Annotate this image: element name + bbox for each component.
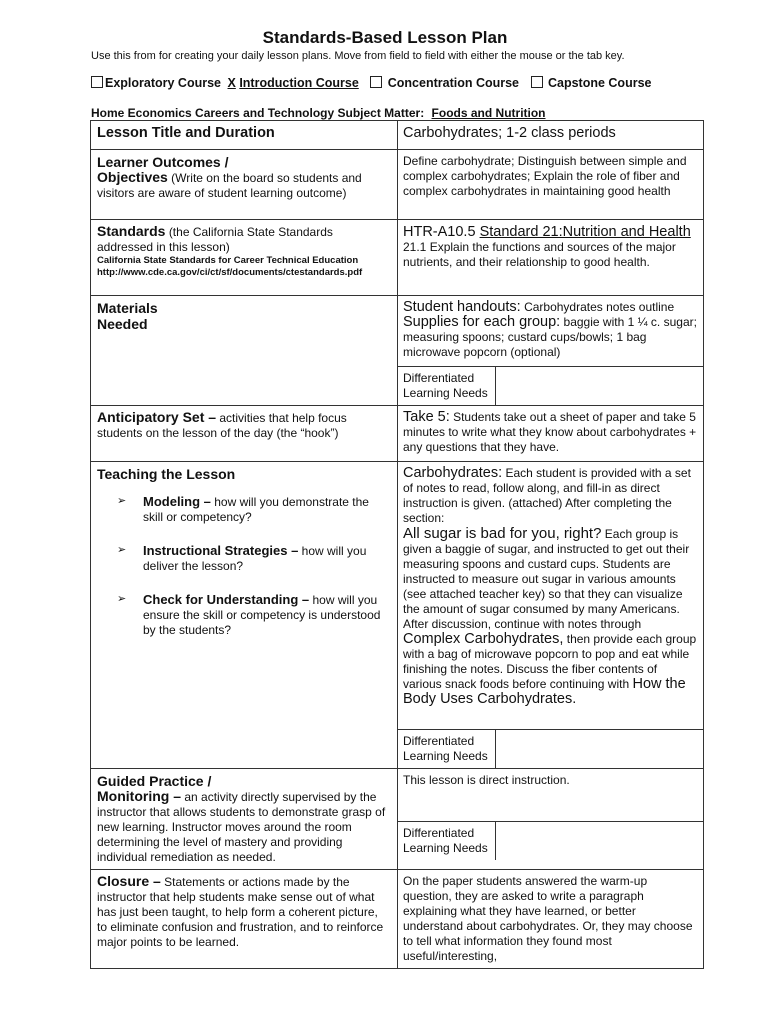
teaching-text-3: then provide each group with a bag of microwave popcorn to pop and eat while finishing the notes. Discuss the fiber contents of various snack foods before continuing with — [403, 632, 697, 691]
sugar-heading: All sugar is bad for you, right? — [403, 525, 602, 542]
check-understanding-label: Check for Understanding – — [143, 592, 310, 607]
course-label: Exploratory Course — [105, 76, 222, 90]
teaching-label: Teaching the Lesson — [97, 466, 236, 482]
body-uses-heading: How the Body Uses Carbohydrates. — [403, 676, 686, 707]
strategies-note: how will you deliver the lesson? — [143, 544, 367, 573]
page-title: Standards-Based Lesson Plan — [262, 28, 508, 47]
check-understanding-note: how will you ensure the skill or competency is understood by the students? — [143, 593, 381, 637]
diff-field[interactable] — [496, 730, 704, 769]
course-mark: X — [227, 76, 236, 90]
closure-value: On the paper students answered the warm-up question, they are asked to write a paragraph explaining what they have learned, or better understand about carbohydrates. Or, they may choose to tell what information they found most useful/interesting, — [403, 874, 693, 963]
supplies-value: baggie with 1 ¼ c. sugar; measuring spoons; custard cups/bowls; 1 bag microwave popcorn (optional) — [403, 315, 697, 359]
checkbox-icon[interactable] — [531, 76, 543, 88]
course-label: Concentration Course — [387, 76, 520, 90]
diff-label: Differentiated Learning Needs — [398, 822, 496, 861]
label-cell — [91, 150, 398, 220]
course-label: Capstone Course — [547, 76, 652, 90]
diff-label: Differentiated Learning Needs — [398, 367, 496, 406]
row-guided-practice — [91, 769, 704, 870]
standards-url[interactable]: http://www.cde.ca.gov/ci/ct/sf/documents/ctestandards.pdf — [97, 267, 363, 278]
subject-value[interactable]: Foods and Nutrition — [431, 106, 546, 120]
materials-label-2: Needed — [97, 316, 148, 332]
closure-label: Closure – — [97, 873, 161, 889]
course-type-options — [91, 76, 651, 90]
modeling-label: Modeling – — [143, 494, 211, 509]
materials-field[interactable] — [398, 296, 704, 406]
course-option-capstone[interactable] — [531, 76, 652, 90]
arrow-bullet-icon: ➢ — [117, 544, 127, 556]
guided-value: This lesson is direct instruction. — [403, 773, 570, 787]
guided-field[interactable] — [398, 769, 704, 870]
course-option-exploratory[interactable] — [91, 76, 221, 90]
row-standards — [91, 220, 704, 296]
lesson-plan-table — [90, 120, 704, 969]
row-learner-outcomes — [91, 150, 704, 220]
subject-matter-line — [91, 106, 546, 120]
materials-label: Materials — [97, 300, 158, 316]
course-label: Introduction Course — [239, 76, 359, 90]
teaching-field[interactable] — [398, 462, 704, 769]
list-item — [117, 592, 391, 638]
label-cell — [91, 462, 398, 769]
checkbox-icon[interactable] — [370, 76, 382, 88]
label-cell — [91, 220, 398, 296]
guided-label: Guided Practice / — [97, 773, 212, 789]
anticipatory-field[interactable] — [398, 406, 704, 462]
handouts-label: Student handouts: — [403, 299, 521, 315]
standards-source: California State Standards for Career Technical Education — [97, 255, 359, 266]
modeling-note: how will you demonstrate the skill or competency? — [143, 495, 369, 524]
outcomes-field[interactable] — [398, 150, 704, 220]
form-instructions: Use this from for creating your daily lesson plans. Move from field to field with either the mouse or the tab key. — [91, 50, 625, 62]
diff-label: Differentiated Learning Needs — [398, 730, 496, 769]
label-cell — [91, 406, 398, 462]
course-option-introduction[interactable] — [228, 76, 359, 90]
closure-note: Statements or actions made by the instructor that help students make sense out of what has just been taught, to help form a coherent picture, to eliminate confusion and frustration, and to reinforce major points to be learned. — [97, 875, 384, 949]
take5-label: Take 5: — [403, 409, 450, 425]
label-cell — [91, 870, 398, 969]
teaching-components — [97, 494, 391, 638]
objectives-label: Objectives — [97, 169, 168, 185]
checkbox-icon[interactable] — [91, 76, 103, 88]
standard-code: HTR-A10.5 — [403, 224, 476, 240]
standards-label: Standards — [97, 223, 166, 239]
list-item — [117, 494, 391, 525]
row-closure — [91, 870, 704, 969]
anticipatory-value: Students take out a sheet of paper and take 5 minutes to write what they know about carbohydrates + any questions that they have. — [403, 410, 697, 454]
carbs-heading: Carbohydrates: — [403, 465, 503, 481]
closure-field[interactable] — [398, 870, 704, 969]
objectives-note: (Write on the board so students and visitors are aware of student learning outcome) — [97, 171, 362, 200]
lesson-title-value: Carbohydrates; 1-2 class periods — [403, 125, 616, 141]
standards-note: (the California State Standards addressed in this lesson) — [97, 225, 333, 254]
standard-link[interactable]: Standard 21:Nutrition and Health — [479, 224, 691, 240]
arrow-bullet-icon: ➢ — [117, 593, 127, 605]
subject-label: Home Economics Careers and Technology Subject Matter: — [91, 106, 425, 120]
outcomes-value: Define carbohydrate; Distinguish between simple and complex carbohydrates; Explain the role of fiber and complex carbohydrates in maintaining good health — [403, 154, 687, 198]
lesson-title-field[interactable] — [398, 121, 704, 150]
arrow-bullet-icon: ➢ — [117, 495, 127, 507]
guided-note: an activity directly supervised by the instructor that allows students to demonstrate grasp of new learning. Instructor moves around the room determining the level of mastery and providing individual remediation as needed. — [97, 790, 386, 864]
differentiated-needs-materials — [398, 366, 703, 405]
anticipatory-label: Anticipatory Set – — [97, 409, 217, 425]
list-item — [117, 543, 391, 574]
row-anticipatory-set — [91, 406, 704, 462]
anticipatory-note: activities that help focus students on the lesson of the day (the “hook”) — [97, 411, 347, 440]
course-option-concentration[interactable] — [370, 76, 519, 90]
teaching-text-1: Each student is provided with a set of notes to read, follow along, and fill-in as direct instruction is given. (attached) After completing the section: — [403, 466, 691, 525]
diff-field[interactable] — [496, 822, 704, 861]
row-teaching — [91, 462, 704, 769]
differentiated-needs-teaching — [398, 729, 703, 768]
supplies-label: Supplies for each group: — [403, 314, 561, 330]
monitoring-label: Monitoring – — [97, 788, 181, 804]
standard-detail: 21.1 Explain the functions and sources of the major nutrients, and their relationship to good health. — [403, 240, 676, 269]
lesson-title-label: Lesson Title and Duration — [97, 125, 275, 141]
row-lesson-title — [91, 121, 704, 150]
diff-field[interactable] — [496, 367, 704, 406]
row-materials — [91, 296, 704, 406]
strategies-label: Instructional Strategies – — [143, 543, 299, 558]
complex-carbs-heading: Complex Carbohydrates, — [403, 631, 564, 647]
differentiated-needs-guided — [398, 821, 703, 860]
label-cell — [91, 296, 398, 406]
teaching-text-2: Each group is given a baggie of sugar, and instructed to get out their measuring spoons and custard cups. Students are instructed to measure out sugar in various amounts (see attached teacher key) so that they can visualize the amount of sugar consumed by many Americans. After discussion, continue with notes through — [403, 527, 690, 631]
label-cell — [91, 121, 398, 150]
standards-field[interactable] — [398, 220, 704, 296]
label-cell — [91, 769, 398, 870]
handouts-value: Carbohydrates notes outline — [524, 300, 675, 314]
outcomes-label: Learner Outcomes / — [97, 154, 229, 170]
